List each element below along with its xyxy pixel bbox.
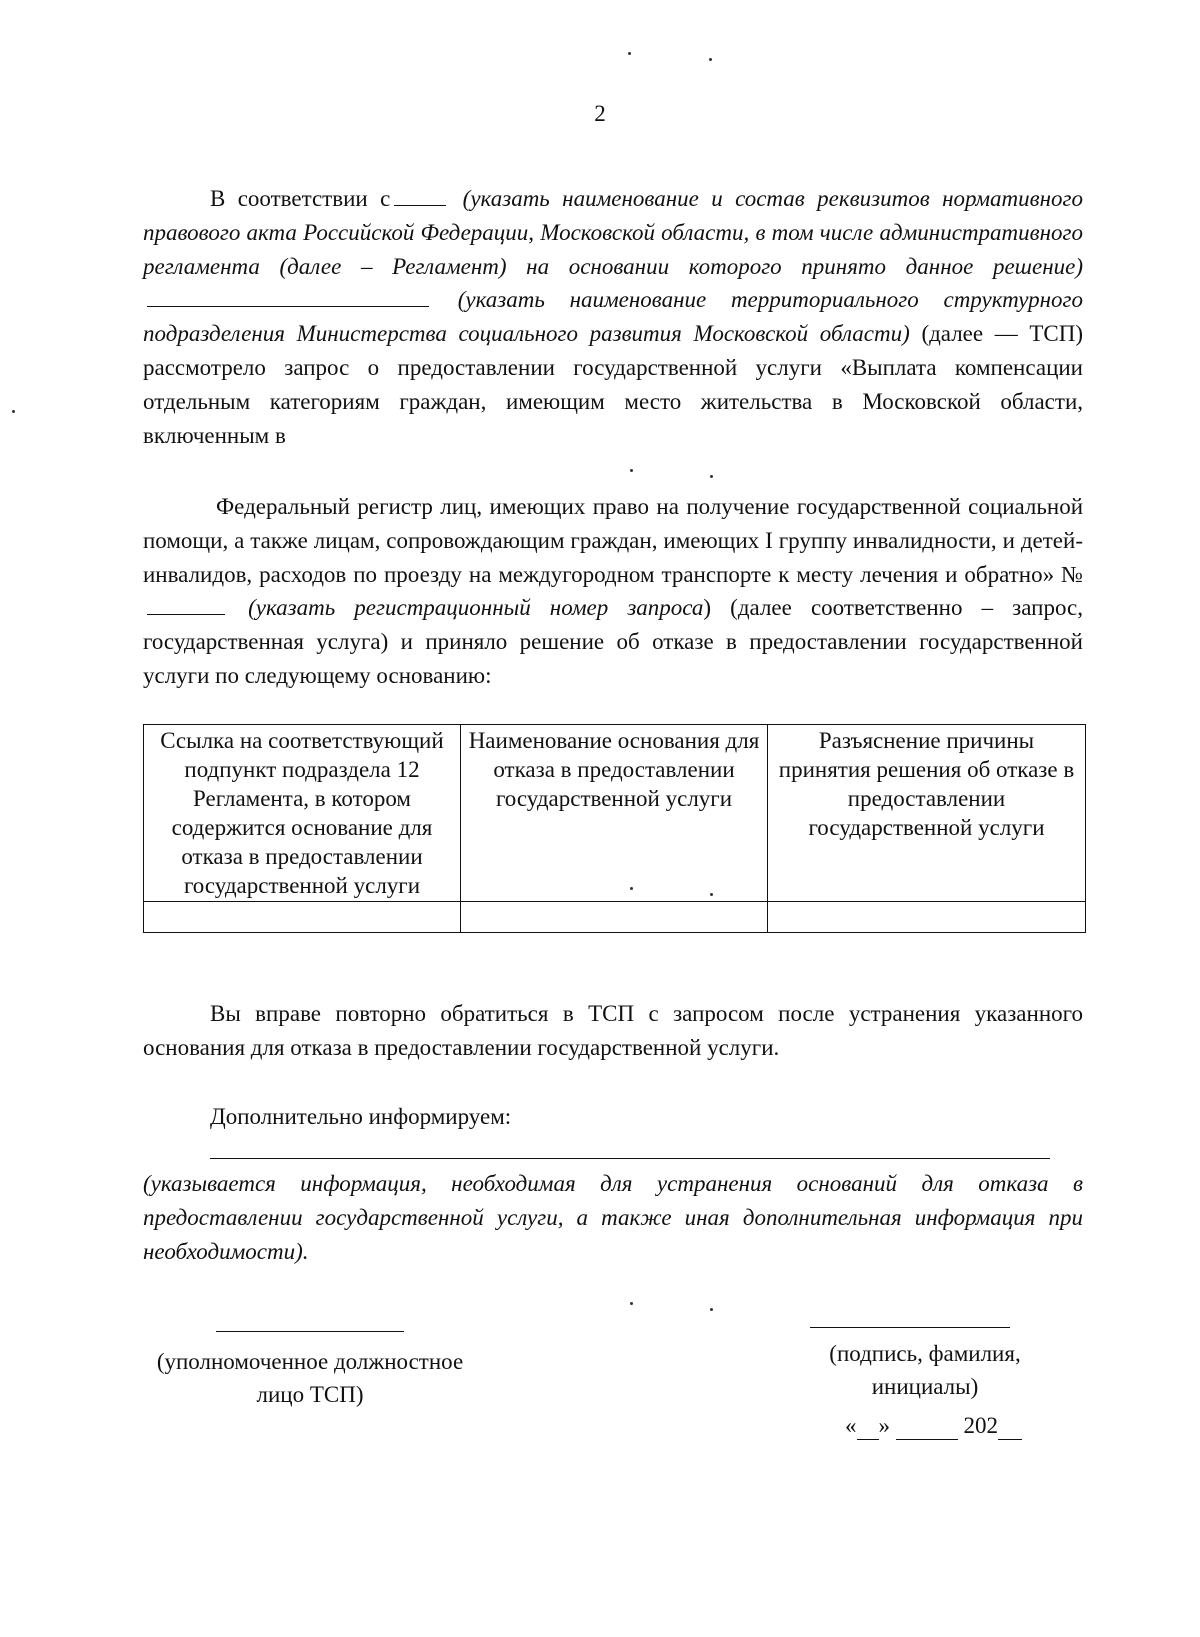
request-text: Федеральный регистр лиц, имеющих право на получение государственной социальной помощи, а также лицам, сопровождающим граждан, имеющих I группу инвалидности, и детей-инвалидов, расходов по проезду на междугородном транспорте к месту лечения и обратно» № [143, 494, 1083, 587]
table-row [144, 902, 1086, 933]
paragraph-reapply: Вы вправе повторно обратиться в ТСП с запросом после устранения указанного основания для отказа в предоставлении государственной услуги. [143, 1001, 1083, 1060]
signature-line [810, 1327, 1010, 1328]
department-blank [147, 305, 429, 307]
date-open-quote: « [845, 1413, 857, 1438]
official-caption: (уполномоченное должностное лицо ТСП) [156, 1349, 464, 1407]
table-cell [461, 902, 768, 933]
scan-speck [710, 893, 713, 896]
official-signature-line [216, 1331, 404, 1332]
header-reason-name: Наименование основания для отказа в предоставлении государственной услуги [461, 725, 768, 902]
month-blank [896, 1413, 958, 1440]
paragraph-additional-instruction: (указывается информация, необходимая для устранения оснований для отказа в предоставлении государственной услуги, а также иная дополнительная информация при необходимости). [143, 1171, 1083, 1264]
scan-speck [630, 469, 633, 472]
date-year: 202 [963, 1413, 998, 1438]
day-blank [857, 1413, 879, 1440]
department-instruction: (указать наименование территориального структурного подразделения Министерства социального развития Московской области) [143, 287, 1083, 347]
scan-speck [12, 410, 15, 413]
refusal-table [143, 724, 1086, 933]
intro-start: В соответствии с [210, 186, 391, 211]
scan-speck [710, 1308, 713, 1311]
page-number: 2 [594, 101, 606, 126]
year-blank [998, 1413, 1022, 1440]
scan-speck [709, 58, 712, 61]
act-instruction: (указать наименование и состав реквизитов нормативного правового акта Российской Федерации, Московской области, в том числе административного регламента (далее – Регламент) на основании которого принято данное решение) [143, 186, 1083, 279]
request-number-blank [147, 613, 225, 615]
request-number-instruction: (указать регистрационный номер запроса [248, 595, 704, 621]
paragraph-intro [143, 182, 1083, 452]
intro-mid: (далее — ТСП) рассмотрело запрос о предоставлении государственной услуги «Выплата компенсации отдельным категориям граждан, имеющим место жительства в Московской области, включенным в [143, 321, 1084, 448]
table-cell [144, 902, 461, 933]
table-header-row [144, 725, 1086, 902]
additional-info-line [210, 1158, 1050, 1159]
request-rest: ) (далее соответственно – запрос, государственная услуга) и приняло решение об отказе в предоставлении государственной услуги по следующему основанию: [143, 595, 1084, 688]
paragraph-additional: Дополнительно информируем: [210, 1104, 512, 1129]
scan-speck [630, 1302, 633, 1305]
act-blank [394, 204, 446, 206]
scan-speck [630, 887, 633, 890]
header-explanation: Разъяснение причины принятия решения об отказе в предоставлении государственной услуги [768, 725, 1086, 902]
scan-speck [710, 475, 713, 478]
date-line [845, 1413, 1022, 1440]
scan-speck [628, 52, 631, 55]
table-cell [768, 902, 1086, 933]
paragraph-request [143, 490, 1083, 693]
header-reference: Ссылка на соответствующий подпункт подраздела 12 Регламента, в котором содержится основание для отказа в предоставлении государственной услуги [144, 725, 461, 902]
signature-caption: (подпись, фамилия, инициалы) [829, 1341, 1021, 1399]
date-close-quote: » [878, 1413, 890, 1438]
